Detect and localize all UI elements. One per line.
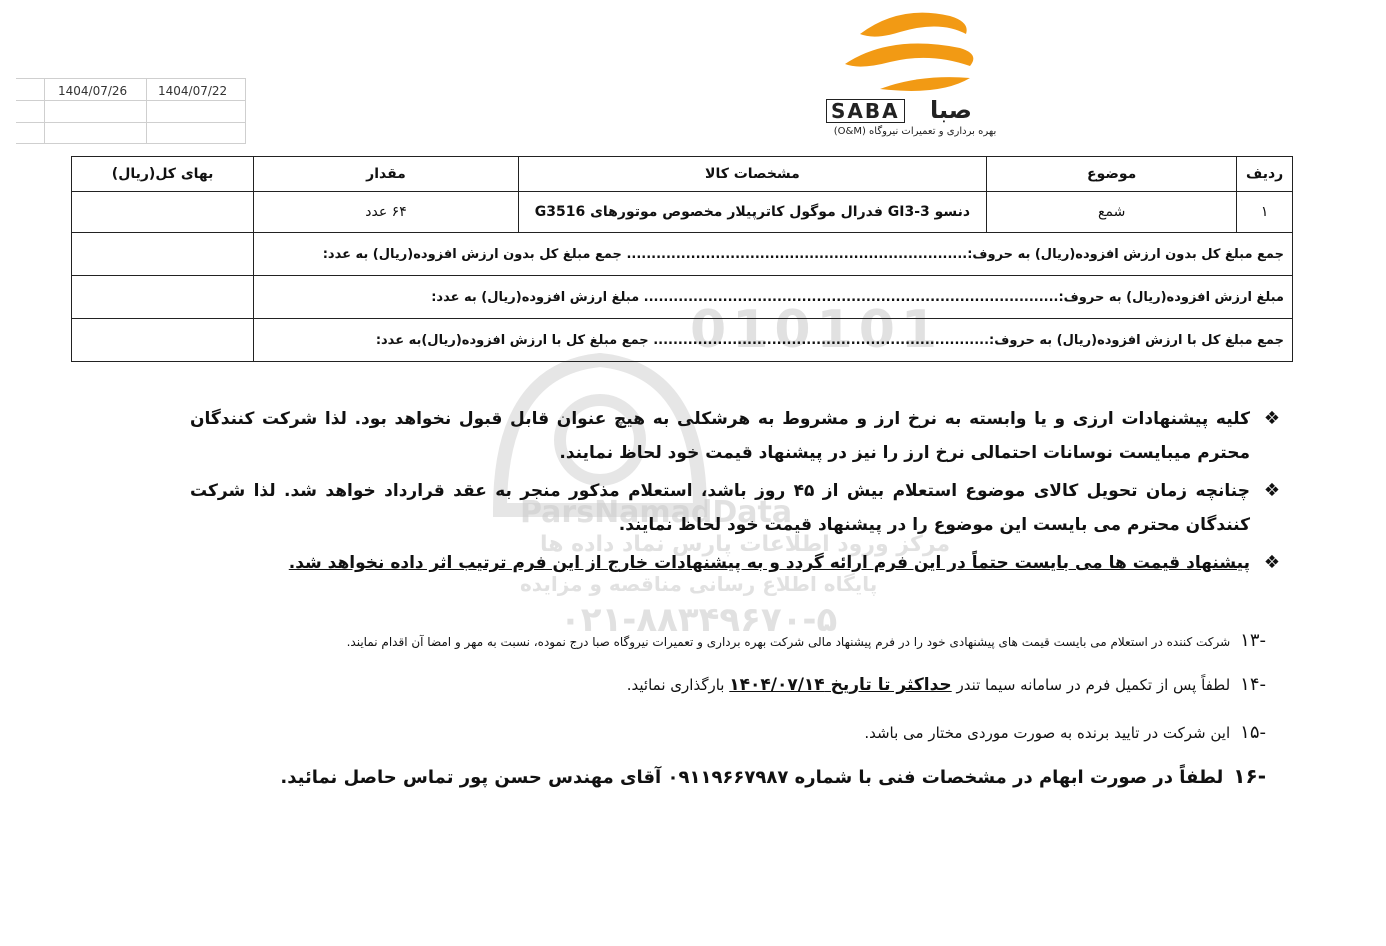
note-text: شرکت کننده در استعلام می بایست قیمت های پیشنهادی خود را در فرم پیشنهاد مالی شرکت بهره برداری و تعمیرات نیروگاه صبا درج نموده، نسبت به مهر و امضا آن اقدام نمایند. xyxy=(346,635,1231,649)
note-deadline: حداکثر تا تاریخ ۱۴۰۴/۰۷/۱۴ xyxy=(729,675,952,695)
watermark-phone: ۰۲۱-۸۸۳۴۹۶۷۰-۵ xyxy=(560,600,838,640)
note-text: لطفاً پس از تکمیل فرم در سامانه سیما تندر xyxy=(956,676,1231,694)
condition-text: پیشنهاد قیمت ها می بایست حتماً در این فرم ارائه گردد و به پیشنهادات خارج از این فرم ترتیب اثر داده نخواهد شد. xyxy=(288,553,1250,573)
diamond-bullet-icon: ❖ xyxy=(1263,480,1280,501)
cell-total-price[interactable] xyxy=(72,192,254,233)
cell-quantity: ۶۴ عدد xyxy=(254,192,519,233)
note-text-end: بارگذاری نمائید. xyxy=(626,676,725,694)
watermark-line1: مرکز ورود اطلاعات پارس نماد داده ها xyxy=(540,532,951,557)
condition-text: چنانچه زمان تحویل کالای موضوع استعلام بیش از ۴۵ روز باشد، استعلام مذکور منجر به عقد قرارداد خواهد شد. لذا شرکت کنندگان محترم می بایست این موضوع را در پیشنهاد قیمت خود لحاظ نمایند. xyxy=(190,481,1250,535)
note-16 xyxy=(206,764,1266,788)
sum-with-vat-label: جمع مبلغ کل با ارزش افزوده(ریال) به حروف:.................................................................... جمع مبلغ کل با ارزش افزوده(ریال)به عدد: xyxy=(254,319,1293,362)
note-14 xyxy=(206,674,1266,695)
conditions-list xyxy=(190,402,1280,584)
condition-item xyxy=(190,402,1280,470)
note-number: -۱۵ xyxy=(1240,722,1266,743)
cell-row-number: ۱ xyxy=(1237,192,1293,233)
brand-latin: SABA xyxy=(826,99,905,123)
date-strip xyxy=(16,78,246,144)
sum-with-vat-value[interactable] xyxy=(72,319,254,362)
header-row-number: ردیف xyxy=(1237,157,1293,192)
note-15 xyxy=(206,722,1266,743)
saba-logo-mark xyxy=(820,4,1010,104)
header-spec: مشخصات کالا xyxy=(518,157,986,192)
condition-item xyxy=(190,474,1280,542)
header-quantity: مقدار xyxy=(254,157,519,192)
note-text: لطفاً در صورت ابهام در مشخصات فنی با شماره ۰۹۱۱۹۶۶۷۹۸۷ آقای مهندس حسن پور تماس حاصل نمائید. xyxy=(280,767,1224,788)
date-1: 1404/07/26 xyxy=(58,84,128,98)
diamond-bullet-icon: ❖ xyxy=(1263,552,1280,573)
items-table xyxy=(71,156,1293,362)
note-number: -۱۶ xyxy=(1233,764,1266,788)
sum-row-with-vat xyxy=(72,319,1293,362)
note-number: -۱۴ xyxy=(1240,674,1266,695)
note-13 xyxy=(206,630,1266,651)
table-header-row xyxy=(72,157,1293,192)
vat-value[interactable] xyxy=(72,276,254,319)
note-number: -۱۳ xyxy=(1240,630,1266,651)
sum-row-vat xyxy=(72,276,1293,319)
condition-item xyxy=(190,546,1280,580)
brand-persian: صبا xyxy=(930,96,972,124)
condition-text: کلیه پیشنهادات ارزی و یا وابسته به نرخ ارز و مشروط به هرشکلی به هیچ عنوان قابل قبول نخواهد بود. لذا شرکت کنندگان محترم میبایست نوسانات احتمالی نرخ ارز را نیز در پیشنهاد قیمت خود لحاظ نمایند. xyxy=(190,409,1250,463)
date-2: 1404/07/22 xyxy=(158,84,228,98)
brand-subtitle: بهره برداری و تعمیرات نیروگاه (O&M) xyxy=(833,126,997,137)
cell-subject: شمع xyxy=(987,192,1237,233)
vat-label: مبلغ ارزش افزوده(ریال) به حروف:.................................................................................... مبلغ ارزش افزوده(ریال) به عدد: xyxy=(254,276,1293,319)
sum-row-without-vat xyxy=(72,233,1293,276)
sum-without-vat-label: جمع مبلغ کل بدون ارزش افزوده(ریال) به حروف:..................................................................... جمع مبلغ کل بدون ارزش افزوده(ریال) به عدد: xyxy=(254,233,1293,276)
sum-without-vat-value[interactable] xyxy=(72,233,254,276)
cell-spec: دنسو GI3-3 فدرال موگول کاترپیلار مخصوص موتورهای G3516 xyxy=(518,192,986,233)
table-row xyxy=(72,192,1293,233)
header-total-price: بهای کل(ریال) xyxy=(72,157,254,192)
header-subject: موضوع xyxy=(987,157,1237,192)
watermark-line2: پایگاه اطلاع رسانی مناقصه و مزایده xyxy=(520,572,878,596)
watermark-site: ParsNamadData xyxy=(520,495,793,530)
note-text: این شرکت در تایید برنده به صورت موردی مختار می باشد. xyxy=(864,724,1231,742)
watermark-digits: 010101 xyxy=(690,300,944,360)
saba-logo xyxy=(820,4,1010,144)
diamond-bullet-icon: ❖ xyxy=(1263,408,1280,429)
